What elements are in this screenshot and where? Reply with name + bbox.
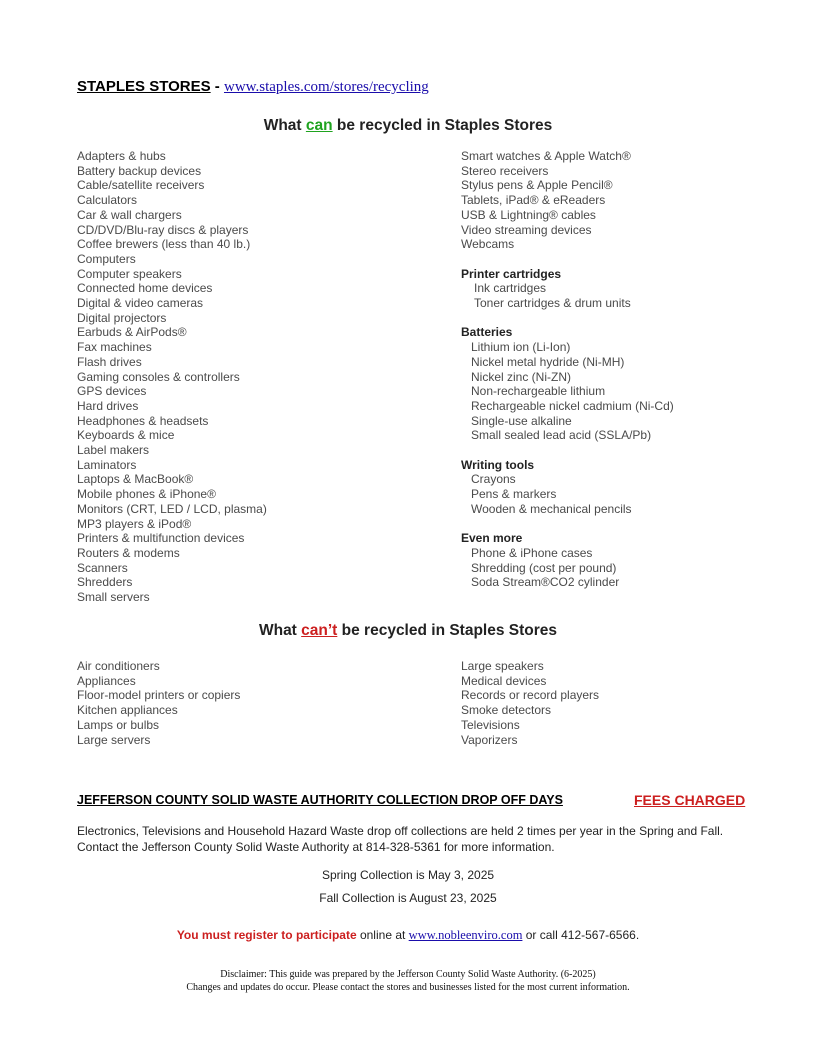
register-notice: You must register to participate (176, 928, 357, 942)
nobleenviro-link[interactable]: www.nobleenviro.com (408, 928, 523, 942)
can-title-suffix: be recycled in Staples Stores (332, 117, 553, 134)
list-spacer (461, 252, 674, 267)
list-item: Wooden & mechanical pencils (471, 501, 632, 516)
cant-title-suffix: be recycled in Staples Stores (337, 622, 558, 639)
list-item: CD/DVD/Blu-ray discs & players (77, 222, 249, 237)
list-item: Televisions (461, 717, 520, 732)
group-title: Writing tools (461, 457, 535, 472)
disclaimer (0, 968, 816, 994)
staples-heading-line (77, 78, 429, 96)
fall-collection-date: Fall Collection is August 23, 2025 (319, 891, 497, 905)
list-item: Pens & markers (471, 487, 557, 502)
list-item: USB & Lightning® cables (461, 207, 596, 222)
cant-title-prefix: What (258, 622, 302, 639)
list-item: Medical devices (461, 673, 547, 688)
list-item: Coffee brewers (less than 40 lb.) (77, 237, 251, 252)
list-item: Crayons (471, 472, 516, 487)
list-item: Laptops & MacBook® (77, 472, 194, 487)
list-item: Routers & modems (77, 545, 180, 560)
staples-stores-title: STAPLES STORES (77, 78, 211, 95)
list-item: Hard drives (77, 398, 139, 413)
list-item: Webcams (461, 237, 515, 252)
list-item: Monitors (CRT, LED / LCD, plasma) (77, 501, 267, 516)
list-item: Mobile phones & iPhone® (77, 487, 216, 502)
list-item: Video streaming devices (461, 222, 592, 237)
list-item: Scanners (77, 560, 128, 575)
list-item: Lamps or bulbs (77, 717, 160, 732)
list-item: Stereo receivers (461, 163, 549, 178)
list-item: Battery backup devices (77, 163, 202, 178)
can-recycle-left-list (77, 149, 267, 605)
group-title: Even more (461, 531, 523, 546)
list-item: Keyboards & mice (77, 428, 175, 443)
can-keyword: can (305, 117, 333, 134)
list-item: Digital & video cameras (77, 296, 204, 311)
list-item: Shredding (cost per pound) (471, 560, 617, 575)
list-item: Smoke detectors (461, 703, 552, 718)
list-spacer (461, 517, 674, 532)
list-item: Cable/satellite receivers (77, 178, 205, 193)
list-item: Adapters & hubs (77, 149, 166, 163)
list-item: Gaming consoles & controllers (77, 369, 240, 384)
staples-recycling-link[interactable]: www.staples.com/stores/recycling (223, 79, 429, 95)
list-item: GPS devices (77, 384, 147, 399)
jefferson-county-heading: JEFFERSON COUNTY SOLID WASTE AUTHORITY COLLECTION DROP OFF DAYS (77, 793, 563, 807)
list-item: Flash drives (77, 354, 142, 369)
list-item: Appliances (77, 673, 136, 688)
list-item: Kitchen appliances (77, 703, 178, 718)
list-item: Stylus pens & Apple Pencil® (461, 178, 613, 193)
registration-line (0, 928, 816, 943)
group-title: Printer cartridges (461, 266, 562, 281)
list-item: Soda Stream®CO2 cylinder (471, 575, 620, 590)
list-item: Small sealed lead acid (SSLA/Pb) (471, 428, 652, 443)
can-recycle-right-list (461, 149, 674, 590)
list-item: Ink cartridges (474, 281, 547, 296)
list-item: Computer speakers (77, 266, 182, 281)
list-item: Label makers (77, 443, 150, 458)
register-online-text: online at (356, 928, 409, 942)
list-item: Lithium ion (Li-Ion) (471, 340, 571, 355)
disclaimer-line-1: Disclaimer: This guide was prepared by the Jefferson County Solid Waste Authority. (6-2025) (220, 969, 596, 980)
group-title: Batteries (461, 325, 513, 340)
list-spacer (461, 311, 674, 326)
list-item: Computers (77, 251, 136, 266)
list-item: Floor-model printers or copiers (77, 688, 241, 703)
list-item: Non-rechargeable lithium (471, 384, 606, 399)
list-item: Printers & multifunction devices (77, 531, 245, 546)
list-item: Rechargeable nickel cadmium (Ni-Cd) (471, 398, 674, 413)
list-item: Air conditioners (77, 659, 160, 673)
cant-recycle-right-list (461, 659, 599, 747)
jefferson-collection-info: Electronics, Televisions and Household Hazard Waste drop off collections are held 2 times per year in the Spring and Fall. Contact the Jefferson County Solid Waste Authority at 814-328-5361 for more information. (77, 824, 724, 854)
list-item: Digital projectors (77, 310, 167, 325)
cant-recycle-left-list (77, 659, 240, 747)
list-item: Large speakers (461, 659, 544, 673)
list-item: Laminators (77, 457, 137, 472)
list-item: Single-use alkaline (471, 413, 572, 428)
can-title-prefix: What (263, 117, 306, 134)
list-item: Fax machines (77, 340, 152, 355)
list-item: Phone & iPhone cases (471, 545, 593, 560)
disclaimer-line-2: Changes and updates do occur. Please contact the stores and businesses listed for the most current information. (186, 982, 630, 993)
list-item: Smart watches & Apple Watch® (461, 149, 631, 163)
list-item: Nickel zinc (Ni-ZN) (471, 369, 571, 384)
list-item: Car & wall chargers (77, 207, 182, 222)
list-item: Calculators (77, 193, 138, 208)
list-item: Shredders (77, 575, 133, 590)
fees-charged-label: FEES CHARGED (634, 792, 746, 808)
list-item: Nickel metal hydride (Ni-MH) (471, 354, 625, 369)
can-recycle-title (0, 117, 816, 135)
list-spacer (461, 443, 674, 458)
list-item: Toner cartridges & drum units (474, 296, 631, 311)
list-item: Vaporizers (461, 732, 518, 747)
list-item: Connected home devices (77, 281, 213, 296)
cant-recycle-title (0, 622, 816, 640)
heading-separator: - (210, 78, 224, 95)
list-item: Earbuds & AirPods® (77, 325, 187, 340)
register-phone-text: or call 412-567-6566. (522, 928, 640, 942)
cant-keyword: can’t (301, 622, 338, 639)
list-item: Large servers (77, 732, 151, 747)
list-item: Records or record players (461, 688, 600, 703)
spring-collection-date: Spring Collection is May 3, 2025 (321, 868, 495, 882)
list-item: Small servers (77, 590, 150, 605)
list-item: MP3 players & iPod® (77, 516, 192, 531)
list-item: Tablets, iPad® & eReaders (461, 193, 606, 208)
list-item: Headphones & headsets (77, 413, 209, 428)
